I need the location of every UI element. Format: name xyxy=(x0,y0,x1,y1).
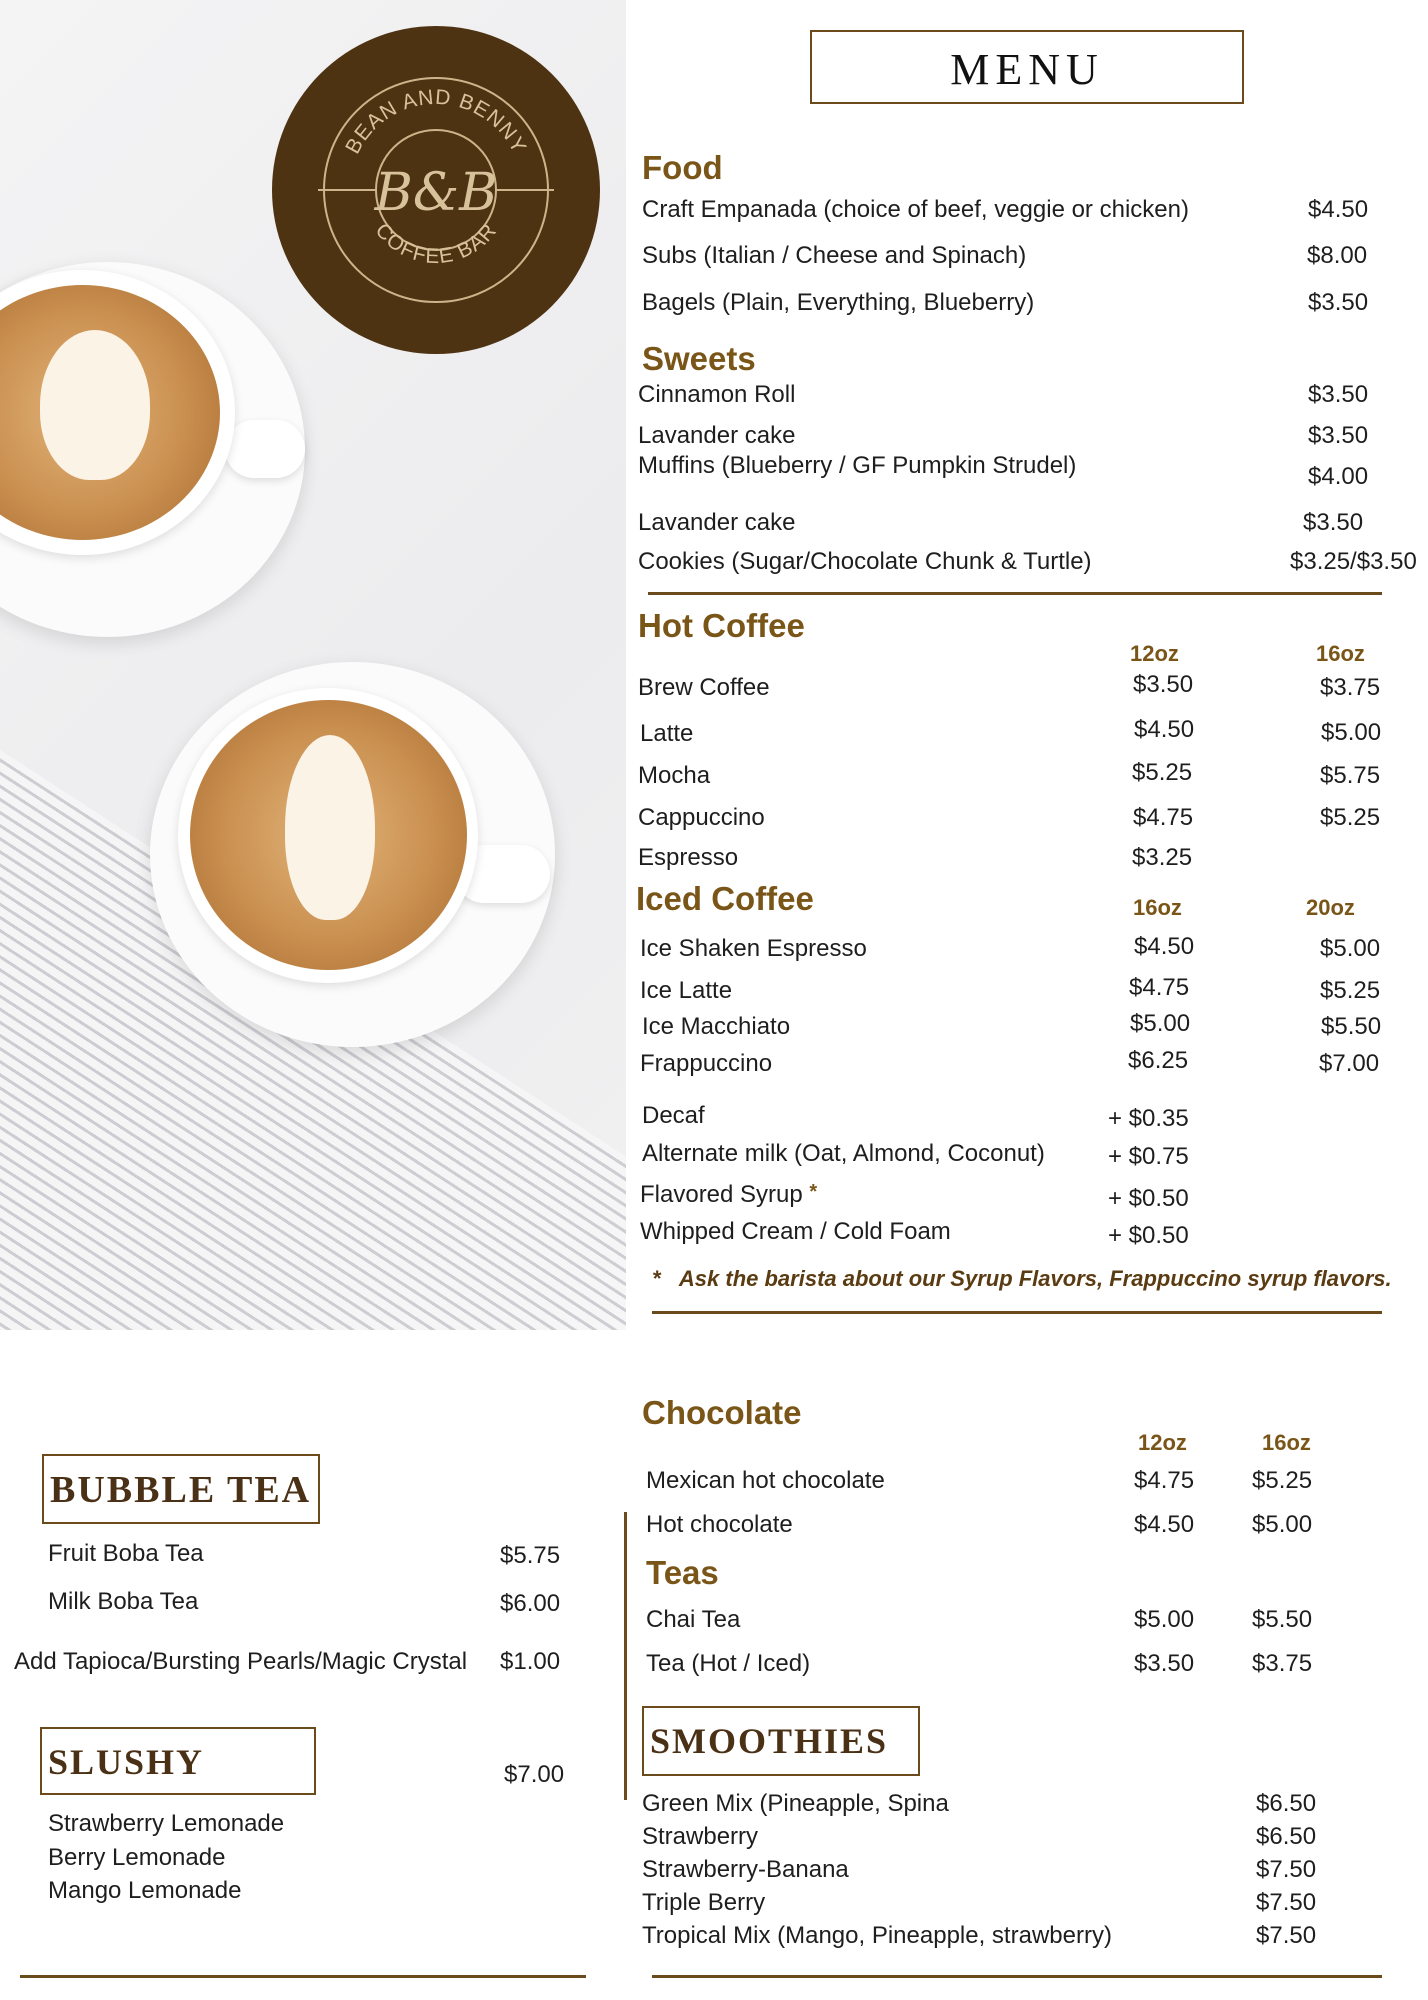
logo-bottom-text: COFFEE BAR xyxy=(370,219,502,269)
menu-item-price: $3.75 xyxy=(1252,1650,1313,1677)
divider xyxy=(20,1975,586,1978)
menu-item-name: Ice Macchiato xyxy=(642,1013,791,1040)
menu-item-price: $3.50 xyxy=(1308,381,1369,408)
menu-item-name: Milk Boba Tea xyxy=(48,1588,199,1615)
menu-item-price: $3.75 xyxy=(1320,674,1381,701)
section-title: SMOOTHIES xyxy=(650,1721,889,1761)
logo-top-text: BEAN AND BENNY xyxy=(341,85,531,158)
menu-item-price: $7.00 xyxy=(1319,1050,1380,1077)
logo xyxy=(272,26,600,354)
vertical-divider xyxy=(624,1512,627,1800)
addon-price: + $0.35 xyxy=(1108,1105,1189,1132)
menu-item-name: Ice Shaken Espresso xyxy=(640,935,867,962)
menu-item-name: Mocha xyxy=(638,762,711,789)
size-label: 16oz xyxy=(1133,895,1182,920)
size-label: 16oz xyxy=(1262,1430,1311,1455)
divider xyxy=(652,1975,1382,1978)
menu-item-name: Strawberry xyxy=(642,1823,759,1850)
section-title: SLUSHY xyxy=(48,1742,205,1782)
menu-item-name: Lavander cake xyxy=(638,509,796,536)
addon-name xyxy=(640,1181,817,1209)
menu-item-name: Cinnamon Roll xyxy=(638,381,796,408)
logo-monogram: B&B xyxy=(374,163,498,223)
addon-name: Decaf xyxy=(642,1102,705,1129)
menu-item-price: $5.00 xyxy=(1252,1511,1313,1538)
menu-item-price: $5.00 xyxy=(1321,719,1382,746)
latte-art xyxy=(285,735,375,920)
menu-item-price: $4.75 xyxy=(1133,804,1194,831)
menu-item-price: $4.50 xyxy=(1308,196,1369,223)
menu-item-price: $6.50 xyxy=(1256,1823,1317,1850)
size-label: 16oz xyxy=(1316,641,1365,666)
menu-item-price: $5.75 xyxy=(500,1542,561,1569)
page-title: MENU xyxy=(950,45,1104,94)
menu-item-name: Mexican hot chocolate xyxy=(646,1467,885,1494)
menu-item-price: $5.25 xyxy=(1132,759,1193,786)
menu-item-price: $5.25 xyxy=(1252,1467,1313,1494)
menu-item-name: Berry Lemonade xyxy=(48,1844,226,1871)
menu-item-price: $3.50 xyxy=(1308,422,1369,449)
menu-item-price: $6.50 xyxy=(1256,1790,1317,1817)
menu-item-name: Triple Berry xyxy=(642,1889,766,1916)
menu-item-price: $5.00 xyxy=(1320,935,1381,962)
menu-item-price: $3.50 xyxy=(1303,509,1364,536)
menu-item-name: Espresso xyxy=(638,844,739,871)
menu-item-name: Lavander cake xyxy=(638,422,796,449)
menu-item-price: $4.50 xyxy=(1134,716,1195,743)
menu-item-price: $3.25/$3.50 xyxy=(1290,548,1417,575)
menu-item-name: Cookies (Sugar/Chocolate Chunk & Turtle) xyxy=(638,548,1092,575)
menu-item-price: $7.00 xyxy=(504,1761,565,1788)
menu-item-price: $7.50 xyxy=(1256,1922,1317,1949)
menu-item-name: Craft Empanada (choice of beef, veggie or chicken) xyxy=(642,196,1189,223)
menu-item-price: $5.00 xyxy=(1130,1010,1191,1037)
size-label: 12oz xyxy=(1138,1430,1187,1455)
hot-coffee-heading: Hot Coffee xyxy=(638,607,805,644)
menu-item-price: $5.50 xyxy=(1321,1013,1382,1040)
chocolate-heading: Chocolate xyxy=(642,1394,802,1431)
menu-item-name: Ice Latte xyxy=(640,977,733,1004)
menu-item-price: $5.25 xyxy=(1320,804,1381,831)
size-label: 20oz xyxy=(1306,895,1355,920)
addon-name: Alternate milk (Oat, Almond, Coconut) xyxy=(642,1140,1045,1167)
menu-item-name: Tropical Mix (Mango, Pineapple, strawberry) xyxy=(642,1922,1112,1949)
menu-item-price: $4.75 xyxy=(1134,1467,1195,1494)
bubble-tea-title-box xyxy=(42,1454,320,1524)
menu-item-price: $6.25 xyxy=(1128,1047,1189,1074)
asterisk-icon: * xyxy=(652,1266,661,1291)
menu-item-price: $1.00 xyxy=(500,1648,561,1675)
menu-item-price: $4.50 xyxy=(1134,933,1195,960)
menu-item-price: $3.50 xyxy=(1133,671,1194,698)
sweets-heading: Sweets xyxy=(642,340,756,377)
menu-item-name: Subs (Italian / Cheese and Spinach) xyxy=(642,242,1027,269)
menu-item-price: $3.50 xyxy=(1308,289,1369,316)
menu-item-price: $3.50 xyxy=(1134,1650,1195,1677)
menu-item-name: Muffins (Blueberry / GF Pumpkin Strudel) xyxy=(638,452,1077,479)
menu-item-name: Strawberry-Banana xyxy=(642,1856,849,1883)
menu-item-price: $4.50 xyxy=(1134,1511,1195,1538)
menu-item-name: Cappuccino xyxy=(638,804,765,831)
menu-item-name: Latte xyxy=(640,720,694,747)
menu-item-price: $4.00 xyxy=(1308,463,1369,490)
iced-coffee-heading: Iced Coffee xyxy=(636,880,814,917)
menu-item-name: Hot chocolate xyxy=(646,1511,793,1538)
menu-item-name: Strawberry Lemonade xyxy=(48,1810,285,1837)
size-label: 12oz xyxy=(1130,641,1179,666)
menu-item-price: $5.50 xyxy=(1252,1606,1313,1633)
addon-name: Whipped Cream / Cold Foam xyxy=(640,1218,951,1245)
coffee-photo xyxy=(0,0,626,1330)
menu-item-name: Frappuccino xyxy=(640,1050,773,1077)
divider xyxy=(652,1311,1382,1314)
slushy-title-box xyxy=(40,1727,316,1795)
menu-item-name: Mango Lemonade xyxy=(48,1877,242,1904)
cup-handle xyxy=(225,420,305,478)
addon-price: + $0.50 xyxy=(1108,1222,1189,1249)
menu-item-price: $7.50 xyxy=(1256,1889,1317,1916)
menu-item-name: Tea (Hot / Iced) xyxy=(646,1650,811,1677)
menu-item-price: $3.25 xyxy=(1132,844,1193,871)
menu-item-price: $5.00 xyxy=(1134,1606,1195,1633)
menu-title-box xyxy=(810,30,1244,104)
menu-item-price: $5.25 xyxy=(1320,977,1381,1004)
menu-item-price: $4.75 xyxy=(1129,974,1190,1001)
menu-item-name: Green Mix (Pineapple, Spina xyxy=(642,1790,949,1817)
food-heading: Food xyxy=(642,149,723,186)
menu-item-name: Brew Coffee xyxy=(638,674,770,701)
section-title: BUBBLE TEA xyxy=(50,1469,312,1511)
footnote xyxy=(652,1266,1392,1292)
menu-item-name: Add Tapioca/Bursting Pearls/Magic Crystal xyxy=(14,1648,468,1675)
menu-item-name: Chai Tea xyxy=(646,1606,741,1633)
asterisk-icon: * xyxy=(809,1181,818,1203)
smoothies-title-box xyxy=(642,1706,920,1776)
menu-item-price: $5.75 xyxy=(1320,762,1381,789)
addon-price: + $0.75 xyxy=(1108,1143,1189,1170)
menu-item-name: Bagels (Plain, Everything, Blueberry) xyxy=(642,289,1035,316)
menu-item-price: $7.50 xyxy=(1256,1856,1317,1883)
footnote-text: Ask the barista about our Syrup Flavors, Frappuccino syrup flavors. xyxy=(678,1266,1392,1291)
menu-item-price: $6.00 xyxy=(500,1590,561,1617)
addon-price: + $0.50 xyxy=(1108,1185,1189,1212)
teas-heading: Teas xyxy=(646,1554,719,1591)
divider xyxy=(648,592,1382,595)
menu-item-name: Fruit Boba Tea xyxy=(48,1540,204,1567)
latte-art xyxy=(40,330,150,480)
addon-label: Flavored Syrup xyxy=(640,1181,803,1208)
menu-item-price: $8.00 xyxy=(1307,242,1368,269)
